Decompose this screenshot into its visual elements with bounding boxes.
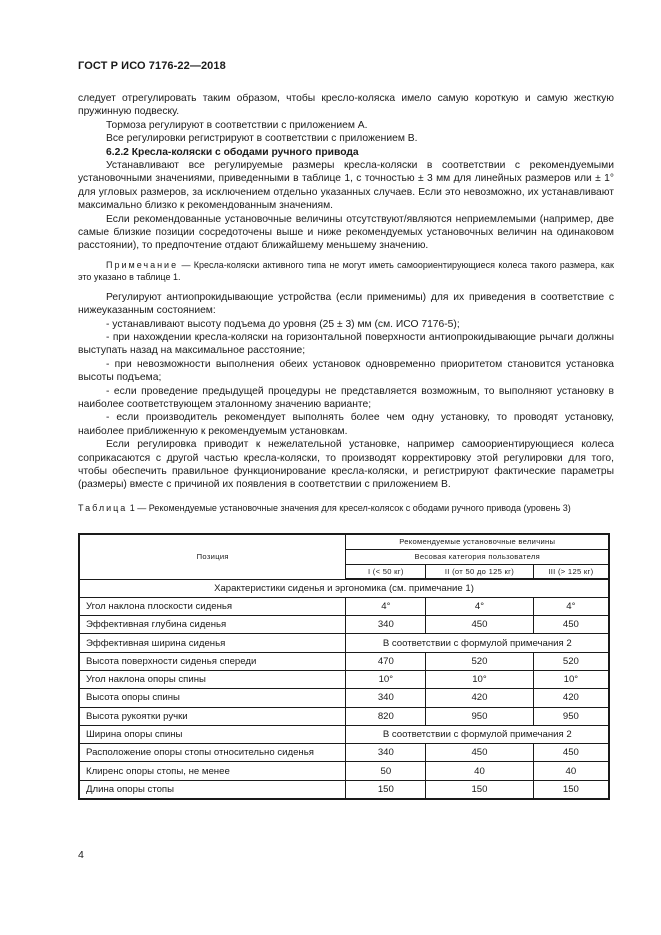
- section-heading: 6.2.2 Кресла-коляски с ободами ручного привода: [106, 146, 359, 158]
- col-cat3-header: III (> 125 кг): [533, 564, 609, 579]
- col-recommended-header: Рекомендуемые установочные величины: [346, 534, 609, 549]
- body-text: [78, 92, 614, 492]
- table-row: [79, 634, 609, 652]
- row-value-v1: 340: [346, 689, 426, 707]
- paragraph: Регулируют антиопрокидывающие устройства (если применимы) для их приведения в соответствие с нижеуказанным состоянием:: [78, 291, 614, 317]
- paragraph: следует отрегулировать таким образом, чтобы кресло-коляска имело самую короткую и самую жесткую пружинную подвеску.: [78, 93, 614, 118]
- table-row: [79, 744, 609, 762]
- row-label: Высота поверхности сиденья спереди: [79, 652, 346, 670]
- row-value-v3: 450: [533, 744, 609, 762]
- col-position-header: Позиция: [79, 534, 346, 579]
- paragraph: Если рекомендованные установочные величины отсутствуют/являются неприемлемыми (например, две самые близкие позиции сосредоточены выше и ниже рекомендуемых установочных величин на одинаковом расстоянии), то предпочтение отдают ближайшему меньшему значению.: [78, 213, 614, 252]
- paragraph: Устанавливают все регулируемые размеры кресла-коляски в соответствии с рекомендуемыми установочными значениями, приведенными в таблице 1, с точностью ± 3 мм для линейных размеров или ± 1° для угловых размеров, за исключением отдельно указанных случаев. Если это невозможно, их устанавливают максимально близко к рекомендованным значениям.: [78, 160, 614, 212]
- row-label: Длина опоры стопы: [79, 780, 346, 798]
- page-number: 4: [78, 849, 84, 861]
- row-label: Угол наклона плоскости сиденья: [79, 597, 346, 615]
- row-value-v3: 950: [533, 707, 609, 725]
- row-value-v1: 340: [346, 744, 426, 762]
- specs-table: [78, 533, 610, 800]
- row-value-v1: 340: [346, 616, 426, 634]
- row-value-v3: 40: [533, 762, 609, 780]
- row-value-v3: 420: [533, 689, 609, 707]
- row-value-v1: 150: [346, 780, 426, 798]
- col-cat1-header: I (< 50 кг): [346, 564, 426, 579]
- row-label: Ширина опоры спины: [79, 725, 346, 743]
- table-row: [79, 780, 609, 798]
- row-label: Расположение опоры стопы относительно сиденья: [79, 744, 346, 762]
- row-value-v2: 450: [426, 616, 534, 634]
- paragraph: Все регулировки регистрируют в соответствии с приложением В.: [106, 133, 418, 145]
- row-label: Угол наклона опоры спины: [79, 670, 346, 688]
- table-caption: [78, 502, 614, 514]
- row-label: Клиренс опоры стопы, не менее: [79, 762, 346, 780]
- table-row: [79, 725, 609, 743]
- list-item: - если проведение предыдущей процедуры не представляется возможным, то выполняют установку в наиболее соответствующем эталонному значению варианте;: [78, 385, 614, 410]
- table-section-title: Характеристики сиденья и эргономика (см. примечание 1): [79, 579, 609, 597]
- table-row: [79, 707, 609, 725]
- row-value-v3: 520: [533, 652, 609, 670]
- row-value-v2: 150: [426, 780, 534, 798]
- table-row: [79, 616, 609, 634]
- row-value-v1: 10°: [346, 670, 426, 688]
- table-row: [79, 597, 609, 615]
- row-value-v1: 4°: [346, 597, 426, 615]
- row-merged-value: В соответствии с формулой примечания 2: [346, 634, 609, 652]
- table-caption-label: Таблица: [78, 503, 128, 513]
- row-value-v2: 10°: [426, 670, 534, 688]
- col-weight-header: Весовая категория пользователя: [346, 549, 609, 564]
- note-label: Примечание: [106, 259, 179, 270]
- row-merged-value: В соответствии с формулой примечания 2: [346, 725, 609, 743]
- list-item: - если производитель рекомендует выполнять более чем одну установку, то проводят установку, наиболее приближенную к рекомендуемым установкам.: [78, 412, 614, 437]
- paragraph: Тормоза регулируют в соответствии с приложением А.: [106, 119, 368, 131]
- row-value-v3: 10°: [533, 670, 609, 688]
- note-text: — Кресла-коляски активного типа не могут иметь самоориентирующиеся колеса такого размера, как это указано в таблице 1.: [78, 259, 614, 283]
- row-value-v3: 150: [533, 780, 609, 798]
- row-value-v2: 420: [426, 689, 534, 707]
- table-row: [79, 652, 609, 670]
- table-row: [79, 670, 609, 688]
- row-label: Эффективная глубина сиденья: [79, 616, 346, 634]
- row-value-v1: 820: [346, 707, 426, 725]
- note: [78, 259, 614, 284]
- table-row: [79, 689, 609, 707]
- list-item: - при нахождении кресла-коляски на горизонтальной поверхности антиопрокидывающие рычаги должны выступать назад на максимальное расстояние;: [78, 331, 614, 357]
- table-caption-text: 1 — Рекомендуемые установочные значения для кресел-колясок с ободами ручного привода (уровень 3): [127, 503, 571, 513]
- row-value-v1: 470: [346, 652, 426, 670]
- document-header: ГОСТ Р ИСО 7176-22—2018: [78, 60, 226, 72]
- row-label: Эффективная ширина сиденья: [79, 634, 346, 652]
- row-value-v2: 40: [426, 762, 534, 780]
- row-value-v2: 520: [426, 652, 534, 670]
- row-value-v2: 4°: [426, 597, 534, 615]
- row-label: Высота рукоятки ручки: [79, 707, 346, 725]
- row-label: Высота опоры спины: [79, 689, 346, 707]
- col-cat2-header: II (от 50 до 125 кг): [426, 564, 534, 579]
- row-value-v2: 450: [426, 744, 534, 762]
- paragraph: Если регулировка приводит к нежелательной установке, например самоориентирующиеся колеса соприкасаются с другой частью кресла-коляски, то производят корректировку этой регулировки для того, чтобы обеспечить правильное функционирование кресла-коляски, и регистрируют фактические параметры (размеры) вместе с причиной их появления в соответствии с приложением В.: [78, 439, 614, 491]
- row-value-v2: 950: [426, 707, 534, 725]
- table-row: [79, 762, 609, 780]
- row-value-v3: 450: [533, 616, 609, 634]
- row-value-v3: 4°: [533, 597, 609, 615]
- list-item: - устанавливают высоту подъема до уровня (25 ± 3) мм (см. ИСО 7176-5);: [106, 318, 460, 330]
- list-item: - при невозможности выполнения обеих установок одновременно приоритетом становится установка высоты подъема;: [78, 358, 614, 384]
- row-value-v1: 50: [346, 762, 426, 780]
